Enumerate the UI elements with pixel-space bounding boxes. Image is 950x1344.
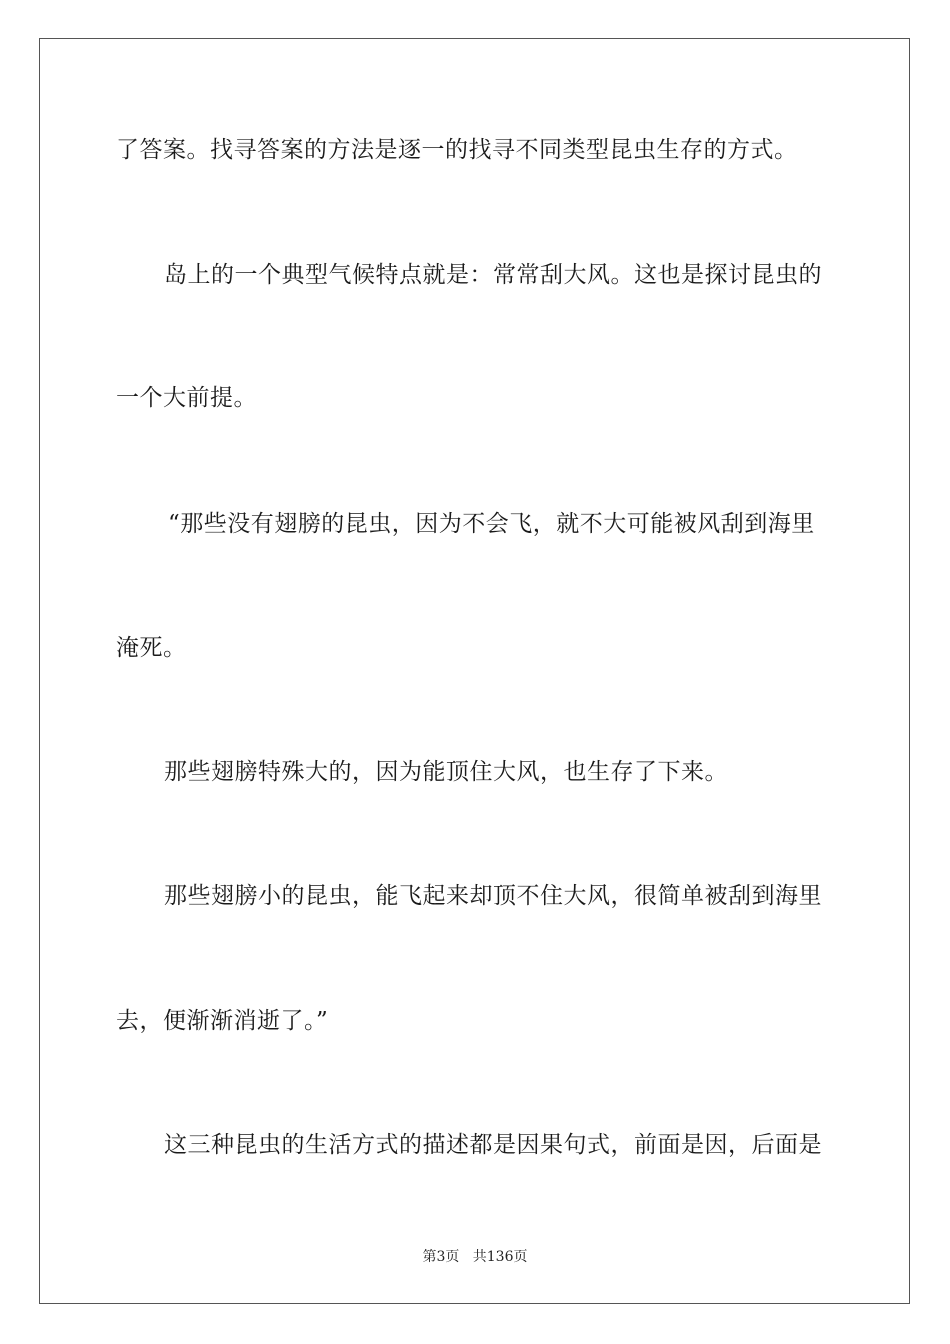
- page-number-footer: 第3页 共136页: [422, 1249, 528, 1265]
- text-line-3: 一个大前提。: [116, 385, 257, 411]
- text-line-2: 岛上的一个典型气候特点就是：常常刮大风。这也是探讨昆虫的: [164, 262, 822, 288]
- text-line-9: 这三种昆虫的生活方式的描述都是因果句式，前面是因，后面是: [164, 1132, 822, 1158]
- page-border: [39, 38, 910, 1304]
- text-line-1: 了答案。找寻答案的方法是逐一的找寻不同类型昆虫生存的方式。: [116, 137, 798, 163]
- text-line-5: 淹死。: [116, 635, 187, 661]
- text-line-7: 那些翅膀小的昆虫，能飞起来却顶不住大风，很简单被刮到海里: [164, 883, 822, 909]
- text-line-4: “那些没有翅膀的昆虫，因为不会飞，就不大可能被风刮到海里: [168, 511, 815, 537]
- text-line-8: 去，便渐渐消逝了。”: [116, 1008, 329, 1034]
- text-line-6: 那些翅膀特殊大的，因为能顶住大风，也生存了下来。: [164, 759, 728, 785]
